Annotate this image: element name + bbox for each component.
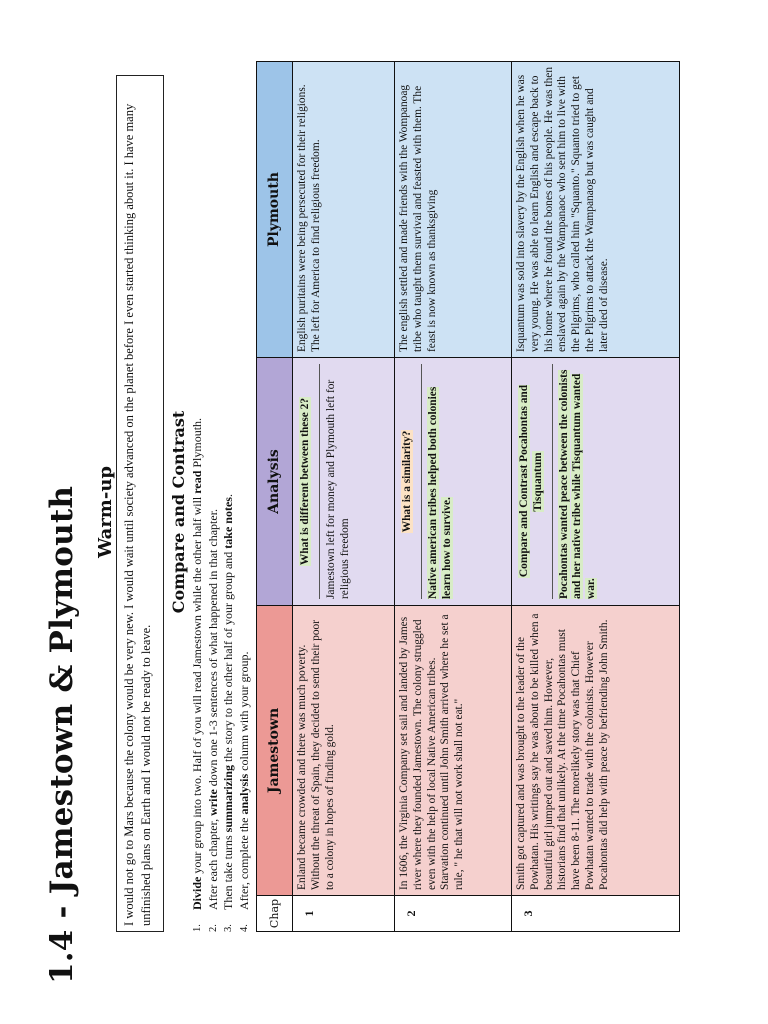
warmup-heading: Warm-up [95,466,116,558]
page-title: 1.4 - Jamestown & Plymouth [44,485,80,984]
plymouth-notes: English puritains were being persecuted for their religions. The left for America to find religious freedom. [293,62,395,358]
table-row [395,62,512,932]
jamestown-notes: Enland became crowded and there was much poverty. Without the threat of Spain, they decided to send their poor to a colony in hopes of finding gold. [293,606,395,896]
analysis-answer: Jamestown left for money and Plymouth left for religious freedom [324,379,351,599]
instruction-step [237,52,253,932]
header-analysis: Analysis [257,358,293,606]
step-text: After each chapter, write down one 1-3 sentences of what happened in that chapter. [205,508,220,910]
analysis-answer: Native american tribes helped both colonies learn how to survive. [426,386,453,599]
step-number: 3. [223,924,234,932]
plymouth-notes: The english settled and made friends with the Wompanoag tribe who taught them survival and feasted with them. The feast is now known as thanksgiving [395,62,512,358]
instruction-step [221,52,237,932]
step-number: 2. [207,924,219,932]
header-jamestown: Jamestown [257,606,293,896]
step-text: After, complete the analysis column with your group. [236,651,251,910]
chap-number: 1 [293,896,395,932]
analysis-question: What is a similarity? [401,430,413,533]
chap-number: 3 [512,896,680,932]
table-row [512,62,680,932]
compare-heading: Compare and Contrast [169,410,188,614]
analysis-cell [512,358,680,606]
instruction-step [190,52,206,932]
step-text: Then take turns summarizing the story to the other half of your group and take notes. [221,494,235,910]
analysis-cell [395,358,512,606]
compare-table [256,61,680,932]
analysis-question: Compare and Contrast Pocahontas and Tisquantum [518,384,544,578]
chap-number: 2 [395,896,512,932]
header-plymouth: Plymouth [257,62,293,358]
step-number: 4. [238,924,250,932]
jamestown-notes: In 1606, the Virginia Company set sail and landed by James river where they founded Jamestown. The colony struggled even with the help of local Native American tribes. Starvation continued until John Smith arrived where he set a rule, " he that will not work shall not eat." [395,606,512,896]
warmup-response: I would not go to Mars because the colony would be very new. I would wait until society advanced on the planet before I even started thinking about it. I have many unfinished plans on Earth and I would not be ready to leave. [116,75,164,932]
instruction-step [206,52,222,932]
header-chap: Chap [257,896,293,932]
instruction-list [190,52,252,932]
step-number: 1. [192,924,203,932]
table-header-row [257,62,293,932]
table-row [293,62,395,932]
plymouth-notes: Isquantum was sold into slavery by the English when he was very young. He was able to learn English and escape back to his home where he found the bones of his people. He was then enslaved again by the Wampanaoc who sent him to live with the Pilgrims, who called him "Squanto." Squanto tried to get the Pilgrims to attack the Wampanaog but was caught and later died of disease. [512,62,680,358]
analysis-cell [293,358,395,606]
jamestown-notes: Smith got captured and was brought to the leader of the Powhatan. His writings say he was about to be killed when a beautiful girl jumped out and saved him. However, historians find that unlikely. At the time Pocahontas must have been 8-11. The morelikely story was that Chief Powhatan wanted to trade with the colonists. However Pocahontas did help with peace by befriending John Smith. [512,606,680,896]
analysis-answer: Pocahontas wanted peace between the colonists and her native tribe while Tisquantum wanted war. [557,369,598,599]
step-text: Divide your group into two. Half of you will read Jamestown while the other half will read Plymouth. [190,417,204,910]
analysis-question: What is different between these 2? [299,397,311,566]
